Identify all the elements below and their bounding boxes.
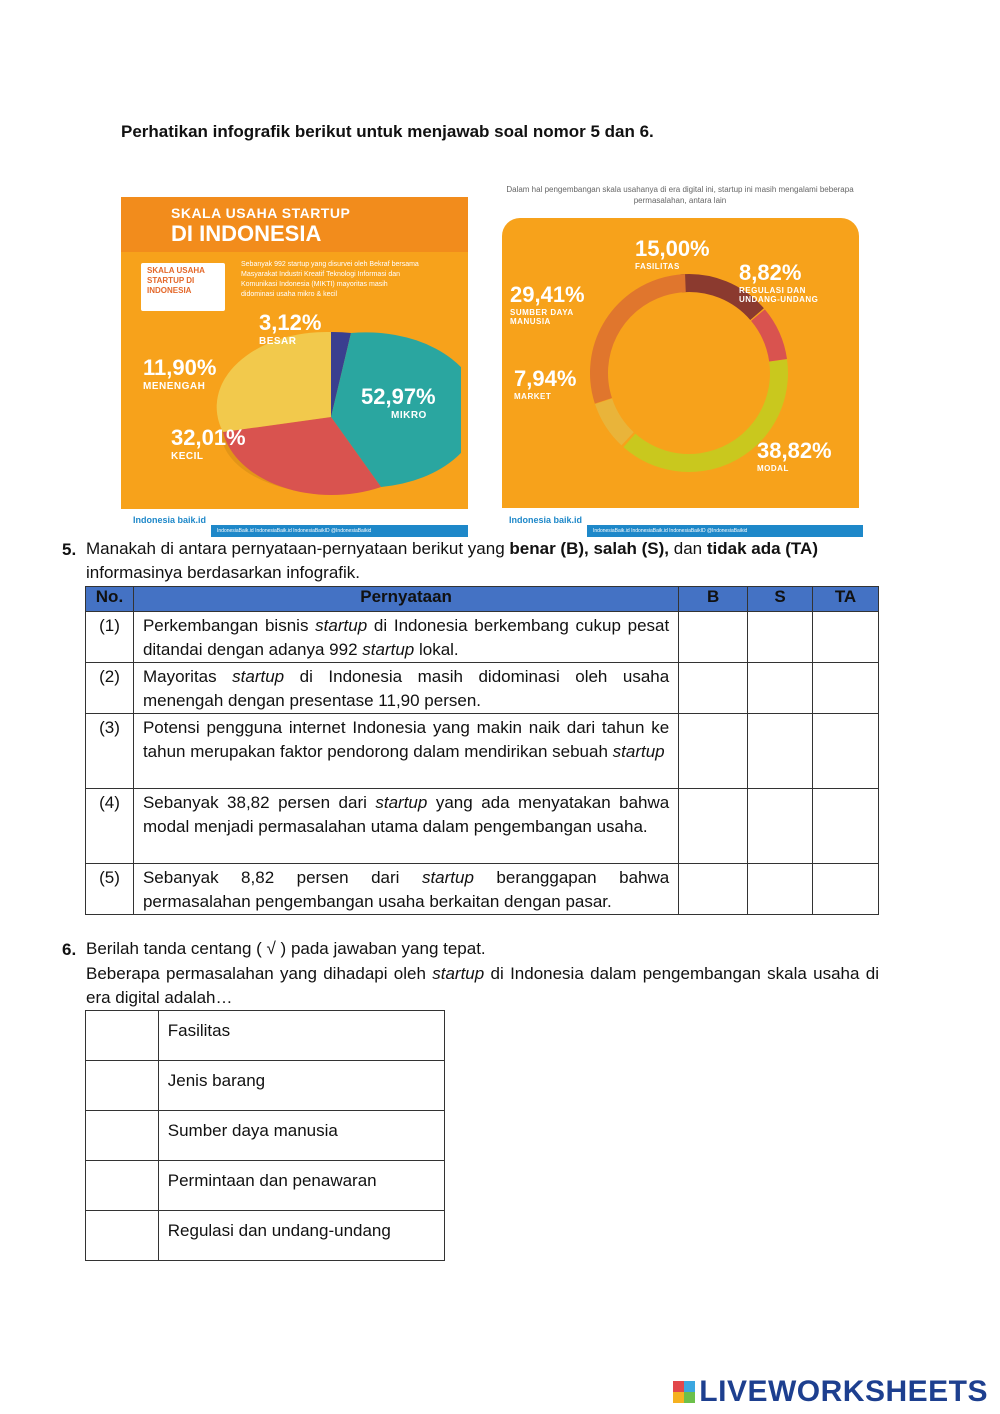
label-sdm: 29,41% SUMBER DAYA MANUSIA: [510, 282, 585, 326]
answer-cell-b[interactable]: [679, 789, 748, 864]
liveworksheets-icon: [673, 1381, 695, 1403]
checkbox-cell[interactable]: [86, 1011, 159, 1061]
answer-cell-ta[interactable]: [813, 864, 879, 915]
statement-table: [85, 586, 879, 915]
header-b: B: [679, 587, 748, 612]
header-s: S: [748, 587, 813, 612]
label-modal: 38,82% MODAL: [757, 438, 832, 473]
choice-label: Fasilitas: [158, 1011, 444, 1061]
indonesiabaik-logo: Indonesia baik.id: [133, 515, 207, 525]
answer-cell-ta[interactable]: [813, 663, 879, 714]
table-row: (3) Potensi pengguna internet Indonesia yang makin naik dari tahun ke tahun merupakan faktor pendorong dalam mendirikan sebuah startup: [86, 714, 879, 789]
label-fasilitas: 15,00% FASILITAS: [635, 236, 710, 271]
infographic-footer: [121, 509, 468, 537]
question-6-number: 6.: [62, 940, 77, 959]
choice-row: [86, 1211, 445, 1261]
checkbox-cell[interactable]: [86, 1211, 159, 1261]
statement-text: Perkembangan bisnis startup di Indonesia berkembang cukup pesat ditandai dengan adanya 992 startup lokal.: [133, 612, 678, 663]
checkbox-cell[interactable]: [86, 1111, 159, 1161]
question-6-text: Beberapa permasalahan yang dihadapi oleh startup di Indonesia dalam pengembangan skala usaha di era digital adalah…: [86, 964, 879, 1007]
statement-text: Mayoritas startup di Indonesia masih didominasi oleh usaha menengah dengan presentase 11,90 persen.: [133, 663, 678, 714]
table-row: (1) Perkembangan bisnis startup di Indonesia berkembang cukup pesat ditandai dengan adanya 992 startup lokal.: [86, 612, 879, 663]
answer-cell-s[interactable]: [748, 612, 813, 663]
infographic-footer: [497, 509, 863, 537]
label-besar: 3,12% BESAR: [259, 310, 322, 347]
checkbox-cell[interactable]: [86, 1061, 159, 1111]
choice-row: [86, 1111, 445, 1161]
label-kecil: 32,01% KECIL: [171, 425, 246, 462]
statement-text: Sebanyak 8,82 persen dari startup beranggapan bahwa permasalahan pengembangan usaha berkaitan dengan pasar.: [133, 864, 678, 915]
liveworksheets-logo: LIVEWORKSHEETS: [673, 1375, 988, 1409]
choice-label: Permintaan dan penawaran: [158, 1161, 444, 1211]
answer-cell-ta[interactable]: [813, 612, 879, 663]
answer-cell-b[interactable]: [679, 612, 748, 663]
infographic-description: Sebanyak 992 startup yang disurvei oleh Bekraf bersama Masyarakat Industri Kreatif Teknologi Informasi dan Komunikasi Indonesia (MIKTI) mayoritas masih didominasi usaha mikro & kecil: [241, 261, 419, 298]
answer-cell-ta[interactable]: [813, 714, 879, 789]
infographic-title-line2: DI INDONESIA: [171, 221, 322, 246]
header-statement: Pernyataan: [133, 587, 678, 612]
choice-label: Sumber daya manusia: [158, 1111, 444, 1161]
table-row: (2) Mayoritas startup di Indonesia masih didominasi oleh usaha menengah dengan presentase 11,90 persen.: [86, 663, 879, 714]
answer-cell-s[interactable]: [748, 714, 813, 789]
choice-label: Regulasi dan undang-undang: [158, 1211, 444, 1261]
infographic-panel: [502, 218, 859, 508]
answer-cell-b[interactable]: [679, 663, 748, 714]
infographic-sidebox: SKALA USAHA STARTUP DI INDONESIA: [141, 263, 225, 311]
header-ta: TA: [813, 587, 879, 612]
question-6-instruction: Berilah tanda centang ( √ ) pada jawaban yang tepat.: [86, 939, 486, 958]
statement-text: Sebanyak 38,82 persen dari startup yang ada menyatakan bahwa modal menjadi permasalahan utama dalam pengembangan usaha.: [133, 789, 678, 864]
choice-row: [86, 1161, 445, 1211]
header-no: No.: [86, 587, 134, 612]
indonesiabaik-logo: Indonesia baik.id: [509, 515, 583, 525]
answer-cell-b[interactable]: [679, 864, 748, 915]
statement-text: Potensi pengguna internet Indonesia yang makin naik dari tahun ke tahun merupakan faktor pendorong dalam mendirikan sebuah startup: [133, 714, 678, 789]
table-row: (4) Sebanyak 38,82 persen dari startup yang ada menyatakan bahwa modal menjadi permasalahan utama dalam pengembangan usaha.: [86, 789, 879, 864]
infographic-caption: Dalam hal pengembangan skala usahanya di era digital ini, startup ini masih mengalami beberapa permasalahan, antara lain: [506, 185, 854, 205]
choice-row: [86, 1011, 445, 1061]
social-links: IndonesiaBaik.id IndonesiaBaik.id IndonesiaBaikID @IndonesiaBaikid: [587, 525, 863, 537]
infographic-header: [121, 197, 468, 252]
infographic-title-line1: SKALA USAHA STARTUP: [171, 205, 351, 221]
intro-instruction: Perhatikan infografik berikut untuk menjawab soal nomor 5 dan 6.: [121, 122, 654, 141]
answer-cell-s[interactable]: [748, 789, 813, 864]
choice-label: Jenis barang: [158, 1061, 444, 1111]
answer-cell-s[interactable]: [748, 663, 813, 714]
choice-table: [85, 1010, 445, 1261]
question-5-text: Manakah di antara pernyataan-pernyataan berikut yang benar (B), salah (S), dan tidak ada (TA) informasinya berdasarkan infografik.: [86, 539, 818, 582]
answer-cell-s[interactable]: [748, 864, 813, 915]
label-menengah: 11,90% MENENGAH: [143, 355, 217, 392]
infographic-startup-problems: [497, 180, 863, 537]
label-mikro: 52,97% MIKRO: [361, 384, 436, 421]
answer-cell-b[interactable]: [679, 714, 748, 789]
infographic-startup-scale: [121, 197, 468, 537]
choice-row: [86, 1061, 445, 1111]
checkbox-cell[interactable]: [86, 1161, 159, 1211]
social-links: IndonesiaBaik.id IndonesiaBaik.id IndonesiaBaikID @IndonesiaBaikid: [211, 525, 468, 537]
label-regulasi: 8,82% REGULASI DAN UNDANG-UNDANG: [739, 260, 819, 304]
table-row: (5) Sebanyak 8,82 persen dari startup beranggapan bahwa permasalahan pengembangan usaha berkaitan dengan pasar.: [86, 864, 879, 915]
table-header-row: [86, 587, 879, 612]
label-market: 7,94% MARKET: [514, 366, 577, 401]
question-5-number: 5.: [62, 540, 77, 559]
answer-cell-ta[interactable]: [813, 789, 879, 864]
